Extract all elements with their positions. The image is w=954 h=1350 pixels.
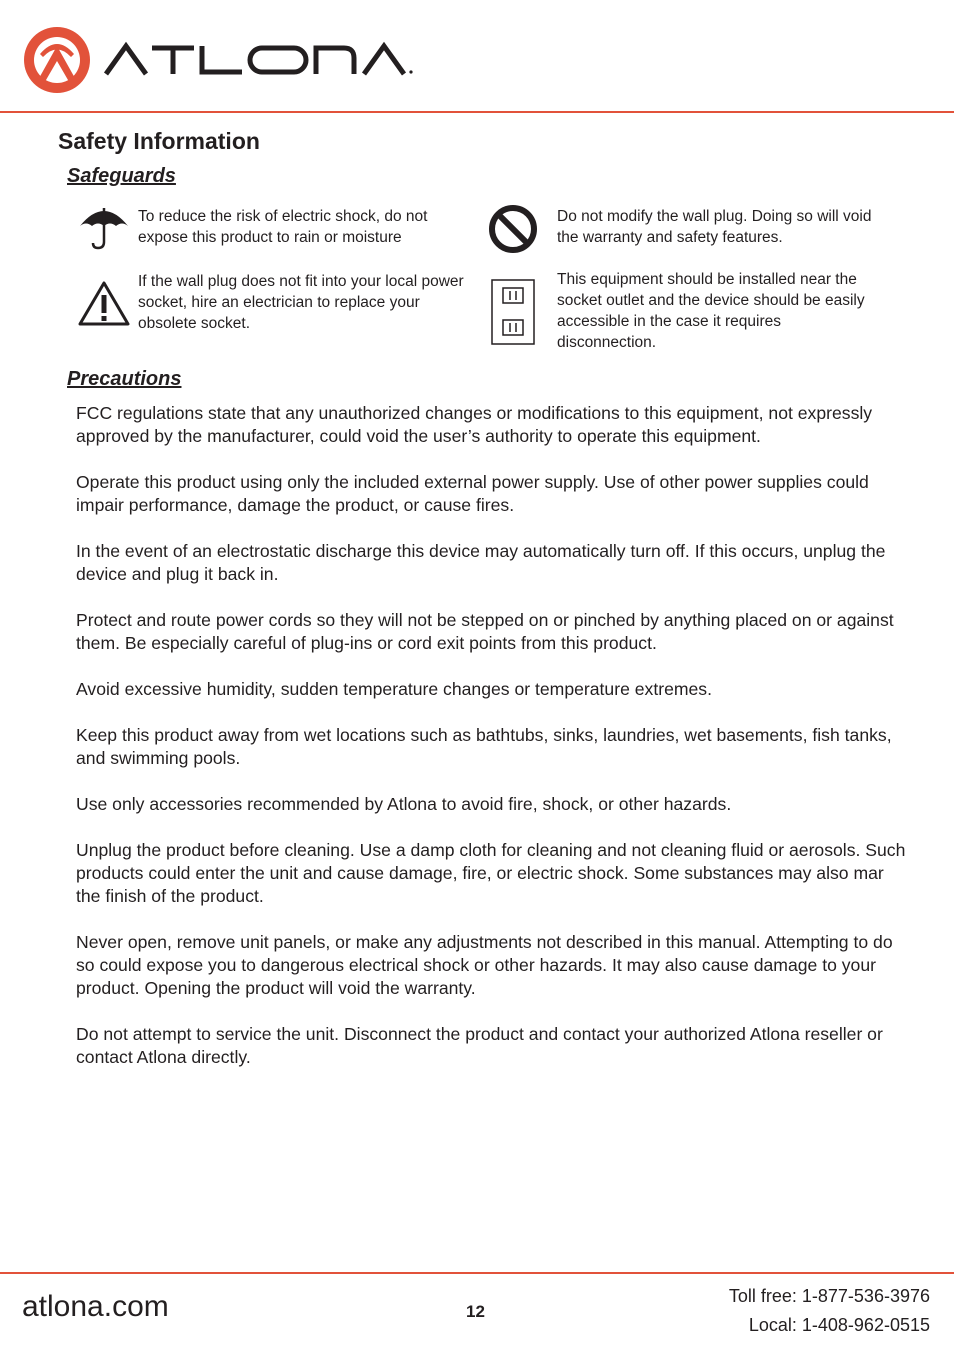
precaution-paragraph: Avoid excessive humidity, sudden temperature changes or temperature extremes. [76,679,712,699]
page-number: 12 [466,1302,485,1321]
footer-divider [0,1272,954,1274]
precaution-paragraph: Operate this product using only the included external power supply. Use of other power supplies could impair performance, damage the product, or cause fires. [76,472,869,515]
precaution-paragraph: Do not attempt to service the unit. Disconnect the product and contact your authorized Atlona reseller or contact Atlona directly. [76,1024,883,1067]
precaution-paragraph: Use only accessories recommended by Atlona to avoid fire, shock, or other hazards. [76,794,732,814]
precaution-paragraph: Never open, remove unit panels, or make any adjustments not described in this manual. Attempting to do so could expose you to dangerous electrical shock or other hazards. It may also cause damage to your product. Opening the product will void the warranty. [76,932,893,998]
safeguards-heading: Safeguards [67,165,176,187]
precaution-paragraph: In the event of an electrostatic discharge this device may automatically turn off. If this occurs, unplug the device and plug it back in. [76,541,886,584]
logo-wordmark [106,46,404,74]
precaution-paragraph: FCC regulations state that any unauthorized changes or modifications to this equipment, not expressly approved by the manufacturer, could void the user’s authority to operate this equipment. [76,403,873,446]
precautions-list [76,402,906,1092]
header-divider [0,111,954,113]
precaution-paragraph: Keep this product away from wet locations such as bathtubs, sinks, laundries, wet basements, fish tanks, and swimming pools. [76,725,892,768]
safeguard-text-wall-plug: Do not modify the wall plug. Doing so will void the warranty and safety features. [557,208,872,246]
umbrella-icon [78,200,130,257]
footer-website[interactable]: atlona.com [22,1290,169,1323]
precaution-paragraph: Protect and route power cords so they will not be stepped on or pinched by anything placed on or against them. Be especially careful of plug-ins or cord exit points from this product. [76,610,894,653]
toll-free-number: Toll free: 1-877-536-3976 [728,1286,930,1306]
safeguard-text-socket-outlet: This equipment should be installed near the socket outlet and the device should be easily accessible in the case it requires disconnection. [557,271,865,351]
prohibited-icon [487,203,539,260]
outlet-icon [490,278,536,351]
precaution-paragraph: Unplug the product before cleaning. Use a damp cloth for cleaning and not cleaning fluid or aerosols. Such products could enter the unit and cause damage, fire, or electric shock. Some substances may also mar the finish of the product. [76,840,906,906]
precautions-heading: Precautions [67,368,182,390]
safeguard-text-electrician: If the wall plug does not fit into your local power socket, hire an electrician to replace your obsolete socket. [138,273,464,332]
local-number: Local: 1-408-962-0515 [748,1315,930,1335]
safeguard-text-moisture: To reduce the risk of electric shock, do not expose this product to rain or moisture [138,208,428,246]
atlona-logo [22,24,442,96]
page-title: Safety Information [58,128,260,154]
warning-icon [77,279,131,332]
